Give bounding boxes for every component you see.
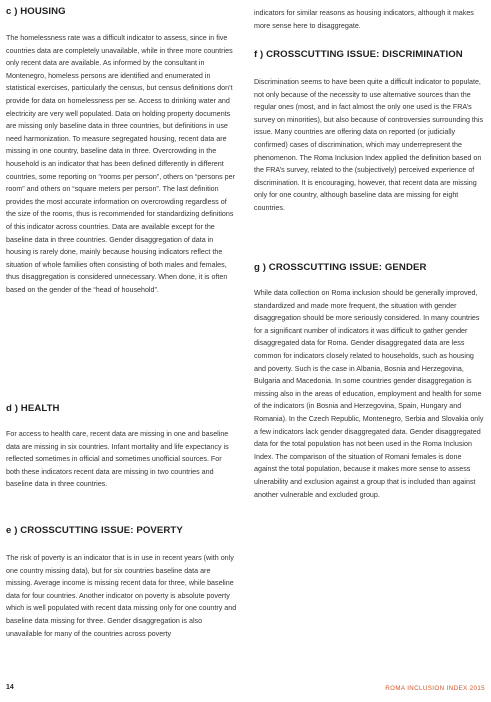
poverty-heading: e ) CROSSCUTTING ISSUE: POVERTY — [6, 525, 183, 536]
poverty-text: The risk of poverty is an indicator that is in use in recent years (with only one country missing data), but for six countries baseline data are missing. Average income is missing recent data for three, while baseline data for four countries. Another indicator on poverty is absolute poverty which is well populated with recent data missing only for one country and baseline data missing for three. Gender disaggregation is also unavailable for many of the countries across poverty — [6, 554, 237, 638]
discrimination-heading: f ) CROSSCUTTING ISSUE: DISCRIMINATION — [254, 49, 463, 60]
publication-title: ROMA INCLUSION INDEX 2015 — [385, 685, 485, 692]
page-number: 14 — [6, 684, 14, 691]
health-text: For access to health care, recent data are missing in one and baseline data are missing in six countries. Infant mortality and life expectancy is reflected sometimes in official and sometimes unofficial sources. For both these indicators recent data are missing in two countries and baseline data in three countries. — [6, 430, 229, 489]
discrimination-text: Discrimination seems to have been quite a difficult indicator to populate, not only because of the necessity to use alternative sources than the regular ones (most, and in fact almost the only one used is the FRA’s survey on minorities), but also because of controversies surrounding this issue. Many countries are offering data on reported (or judicially confirmed) cases of discrimination, which may underrepresent the phenomenon. The Roma Inclusion Index applied the definition based on the FRA’s survey, related to the (subjectively) perceived experience of discrimination. It is encouraging, however, that recent data are missing only for one country, although baseline data are missing for eight countries. — [254, 78, 484, 212]
health-heading: d ) HEALTH — [6, 403, 60, 414]
gender-text: While data collection on Roma inclusion should be generally improved, standardized and made more frequent, the situation with gender disaggregation should be more seriously considered. In many countries for a significant number of indicators it was difficult to gather gender disaggregated data for Roma. Gender disaggregated data are less common for indicators closely related to households, such as housing and poverty. Such is the case in Albania, Bosnia and Herzegovina, Bulgaria and Macedonia. In some countries gender disaggregation is missing also in the areas of education, employment and health for some of the indicators (in Bosnia and Herzegovina, Spain, Hungary and Romania). In the Czech Republic, Montenegro, Serbia and Slovakia only a few indicators lack gender disaggregated data. Gender disaggregated data for the total population has not been used in the Roma Inclusion Index. The comparison of the situation of Romani females is done against the total population, because it makes more sense to assess ulnerability and exclusion against a group that is included than against another vulnerable and excluded group. — [254, 289, 484, 499]
housing-heading: c ) HOUSING — [6, 6, 66, 17]
housing-text: The homelessness rate was a difficult indicator to assess, since in five countries data are completely unavailable, while in three more countries only recent data are available. As informed by the consultant in Montenegro, homeless persons are identified and enumerated in statistical exercises, particularly the census, but census definitions don’t provide for data on homelessness per se. Access to drinking water and electricity are very well populated. Data on holding property documents are missing only baseline data in three countries, but definitions in use need harmonization. To measure segregated housing, recent data are missing in one country, baseline data in three. Overcrowding in the household is an indicator that has been defined differently in different countries, some reporting on “rooms per person”, others on “persons per room” and others on “square meters per person”. The last definition provides the most accurate information on overcrowding regardless of the size of the rooms, thus is recommended for standardizing definitions of this indicator across countries. Data are available except for the baseline data in three countries. Gender disaggregation of data in housing is rarely done, mainly because housing indicators reflect the situation of whole families often consisting of both males and females, thus disaggregation is considered unnecessary. When done, it is often based on the gender of the “head of household”. — [6, 34, 236, 294]
gender-heading: g ) CROSSCUTTING ISSUE: GENDER — [254, 262, 427, 273]
poverty-continued-text: indicators for similar reasons as housing indicators, although it makes more sense here to disaggregate. — [254, 9, 474, 30]
